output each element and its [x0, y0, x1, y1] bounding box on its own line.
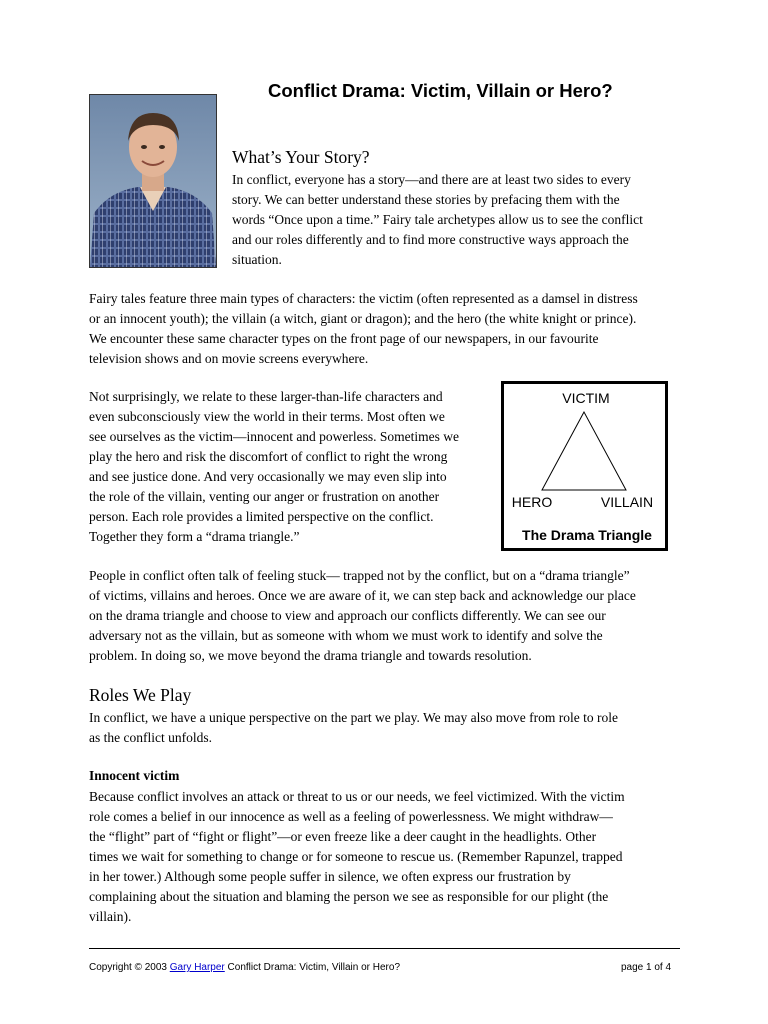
- triangle-label-villain: VILLAIN: [600, 494, 654, 510]
- text-line: on the drama triangle and choose to view and approach our conflicts differently. We can see our: [89, 608, 606, 623]
- text-line: in her tower.) Although some people suffer in silence, we often express our frustration by: [89, 869, 571, 884]
- text-line: Because conflict involves an attack or threat to us or our needs, we feel victimized. With the victim: [89, 789, 625, 804]
- footer-copyright: [89, 962, 400, 973]
- text-line: words “Once upon a time.” Fairy tale archetypes allow us to see the conflict: [232, 212, 643, 227]
- triangle-label-victim: VICTIM: [562, 390, 610, 406]
- text-line: television shows and on movie screens everywhere.: [89, 351, 369, 366]
- text-line: times we wait for something to change or for someone to rescue us. (Remember Rapunzel, trapped: [89, 849, 623, 864]
- page-number: page 1 of 4: [621, 962, 672, 973]
- author-portrait-image: [90, 95, 216, 267]
- text-line: villain).: [89, 909, 132, 924]
- text-line: person. Each role provides a limited perspective on the conflict.: [89, 509, 434, 524]
- paragraph-fairy-tales: [89, 289, 689, 369]
- text-line: and our roles differently and to find more constructive ways approach the: [232, 232, 629, 247]
- drama-triangle-figure: [501, 381, 668, 551]
- paragraph-roles: [89, 708, 689, 748]
- text-line: play the hero and risk the discomfort of conflict to right the wrong: [89, 449, 448, 464]
- triangle-shape: [542, 412, 626, 490]
- text-line: situation.: [232, 252, 282, 267]
- text-line: or an innocent youth); the villain (a witch, giant or dragon); and the hero (the white knight or prince).: [89, 311, 637, 326]
- text-line: the role of the villain, venting our anger or frustration on another: [89, 489, 440, 504]
- footer-divider: [89, 948, 680, 949]
- text-line: Not surprisingly, we relate to these larger-than-life characters and: [89, 389, 443, 404]
- text-line: see ourselves as the victim—innocent and powerless. Sometimes we: [89, 429, 460, 444]
- paragraph-story: [232, 170, 682, 270]
- text-line: In conflict, everyone has a story—and there are at least two sides to every: [232, 172, 631, 187]
- text-line: We encounter these same character types on the front page of our newspapers, in our favourite: [89, 331, 599, 346]
- text-line: problem. In doing so, we move beyond the drama triangle and towards resolution.: [89, 648, 532, 663]
- text-line: the “flight” part of “fight or flight”—or even freeze like a deer caught in the headlights. Other: [89, 829, 597, 844]
- text-line: Fairy tales feature three main types of characters: the victim (often represented as a damsel in distress: [89, 291, 638, 306]
- paragraph-feeling-stuck: [89, 566, 689, 666]
- text-line: as the conflict unfolds.: [89, 730, 212, 745]
- footer-doc-title: Conflict Drama: Victim, Villain or Hero?: [227, 962, 401, 973]
- paragraph-innocent-victim: [89, 787, 689, 927]
- copyright-text: Copyright © 2003: [89, 962, 167, 973]
- text-line: role comes a belief in our innocence as well as a feeling of powerlessness. We might withdraw—: [89, 809, 613, 824]
- text-line: In conflict, we have a unique perspective on the part we play. We may also move from role to role: [89, 710, 618, 725]
- text-line: adversary not as the villain, but as someone with whom we must work to identify and solve the: [89, 628, 603, 643]
- author-photo: [89, 94, 217, 268]
- text-line: People in conflict often talk of feeling stuck— trapped not by the conflict, but on a “drama triangle”: [89, 568, 630, 583]
- triangle-label-hero: HERO: [511, 494, 553, 510]
- section-heading-roles: Roles We Play: [89, 685, 192, 705]
- page-title: Conflict Drama: Victim, Villain or Hero?: [268, 80, 613, 101]
- author-link[interactable]: Gary Harper: [169, 962, 225, 973]
- section-heading-story: What’s Your Story?: [232, 147, 370, 167]
- text-line: even subconsciously view the world in their terms. Most often we: [89, 409, 445, 424]
- text-line: Together they form a “drama triangle.”: [89, 529, 300, 544]
- text-line: and see justice done. And very occasionally we may even slip into: [89, 469, 447, 484]
- text-line: complaining about the situation and blaming the person we see as responsible for our plight (the: [89, 889, 609, 904]
- drama-triangle-diagram: [504, 384, 665, 548]
- paragraph-larger-than-life: [89, 387, 489, 547]
- text-line: story. We can better understand these stories by prefacing them with the: [232, 192, 620, 207]
- text-line: of victims, villains and heroes. Once we are aware of it, we can step back and acknowledge our place: [89, 588, 636, 603]
- triangle-caption: The Drama Triangle: [522, 527, 652, 543]
- subheading-innocent-victim: Innocent victim: [89, 768, 180, 783]
